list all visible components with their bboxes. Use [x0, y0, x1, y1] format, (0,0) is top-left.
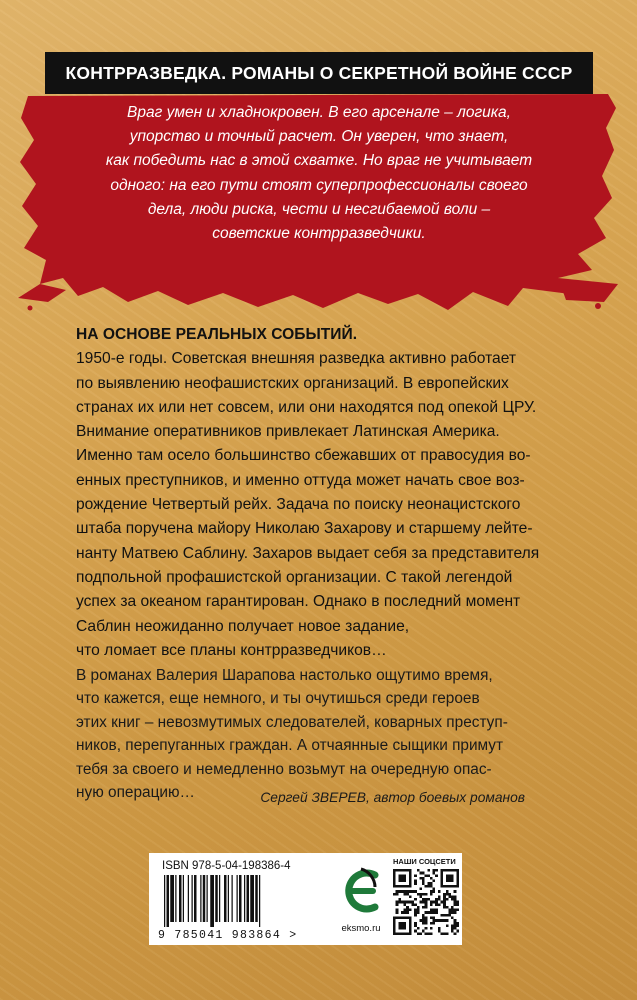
series-title-band — [45, 52, 593, 94]
qr-module — [448, 911, 451, 914]
qr-module — [419, 895, 422, 898]
qr-module — [425, 885, 428, 888]
qr-module — [441, 919, 444, 922]
qr-module — [414, 911, 417, 914]
barcode-bar — [167, 875, 170, 927]
qr-module — [446, 932, 449, 935]
qr-module — [446, 906, 449, 909]
qr-module — [454, 909, 457, 912]
qr-module — [433, 880, 436, 883]
annotation-line: успех за океаном гарантирован. Однако в последний момент — [76, 593, 521, 611]
qr-module — [456, 909, 459, 912]
qr-module — [404, 901, 407, 904]
qr-module — [433, 869, 436, 872]
qr-module — [430, 917, 433, 920]
qr-module — [406, 890, 409, 893]
qr-module — [456, 924, 459, 927]
qr-module — [396, 893, 399, 896]
qr-module — [425, 911, 428, 914]
qr-module — [456, 903, 459, 906]
tagline-line: советские контрразведчики. — [212, 225, 426, 243]
qr-module — [435, 909, 438, 912]
qr-module — [417, 911, 420, 914]
annotation-line: странах их или нет совсем, или они находятся под опекой ЦРУ. — [76, 398, 537, 416]
qr-module — [417, 909, 420, 912]
qr-module — [406, 893, 409, 896]
qr-module — [425, 898, 428, 901]
qr-module — [419, 877, 422, 880]
qr-module — [441, 901, 444, 904]
qr-module — [419, 901, 422, 904]
barcode-bar — [232, 875, 233, 922]
qr-module — [406, 901, 409, 904]
annotation-heading: НА ОСНОВЕ РЕАЛЬНЫХ СОБЫТИЙ. — [76, 326, 358, 343]
qr-module — [446, 898, 449, 901]
qr-module — [398, 874, 406, 882]
qr-module — [425, 874, 428, 877]
barcode-bar — [237, 875, 238, 922]
qr-module — [422, 893, 425, 896]
qr-module — [414, 922, 417, 925]
qr-module — [422, 872, 425, 875]
qr-module — [446, 893, 449, 896]
qr-module — [409, 909, 412, 912]
qr-module — [422, 919, 425, 922]
qr-module — [417, 869, 420, 872]
qr-module — [404, 909, 407, 912]
annotation-text — [76, 323, 596, 663]
qr-module — [422, 922, 425, 925]
qr-module — [454, 898, 457, 901]
qr-module — [443, 895, 446, 898]
qr-module — [427, 885, 430, 888]
qr-module — [430, 877, 433, 880]
qr-module — [448, 909, 451, 912]
qr-module — [438, 903, 441, 906]
qr-module — [427, 932, 430, 935]
barcode-bar — [244, 875, 245, 922]
qr-module — [414, 890, 417, 893]
qr-module — [422, 877, 425, 880]
qr-module — [443, 893, 446, 896]
qr-module — [454, 932, 457, 935]
qr-module — [404, 893, 407, 896]
qr-module — [446, 919, 449, 922]
qr-module — [451, 917, 454, 920]
qr-module — [417, 927, 420, 930]
qr-module — [430, 890, 433, 893]
qr-module — [443, 898, 446, 901]
qr-module — [398, 901, 401, 904]
tagline-line: как победить нас в этой схватке. Но враг не учитывает — [105, 152, 533, 170]
qr-module — [438, 919, 441, 922]
review-line: этих книг – невозмутимых следователей, коварных преступ- — [76, 713, 508, 731]
qr-module — [430, 909, 433, 912]
qr-module — [425, 919, 428, 922]
qr-module — [454, 903, 457, 906]
qr-module — [433, 911, 436, 914]
annotation-line: нанту Матвею Саблину. Захаров выдает себя за представителя — [76, 544, 540, 562]
qr-module — [414, 924, 417, 927]
qr-module — [433, 901, 436, 904]
qr-module — [451, 909, 454, 912]
qr-module — [422, 906, 425, 909]
qr-module — [417, 893, 420, 896]
barcode-bar — [228, 875, 229, 922]
barcode-bar — [250, 875, 254, 922]
qr-module — [414, 914, 417, 917]
barcode-bar — [183, 875, 184, 922]
barcode-bar — [188, 875, 189, 922]
qr-module — [430, 901, 433, 904]
review-line: тебя за своего и немедленно возьмут на очередную опас- — [76, 760, 492, 778]
review-line: ную операцию… — [76, 784, 195, 802]
qr-module — [419, 872, 422, 875]
qr-module — [422, 901, 425, 904]
qr-module — [422, 930, 425, 933]
qr-module — [427, 869, 430, 872]
qr-module — [422, 880, 425, 883]
qr-module — [427, 911, 430, 914]
qr-module — [451, 924, 454, 927]
series-title: КОНТРРАЗВЕДКА. РОМАНЫ О СЕКРЕТНОЙ ВОЙНЕ СССР — [65, 62, 573, 83]
publisher-site[interactable]: eksmo.ru — [341, 923, 381, 934]
qr-module — [435, 919, 438, 922]
qr-module — [456, 922, 459, 925]
barcode-digits: 9 785041 983864 > — [158, 929, 298, 942]
tagline — [70, 101, 568, 246]
annotation-line: штаба поручена майору Николаю Захарову и старшему лейте- — [76, 520, 533, 538]
qr-module — [401, 890, 404, 893]
qr-module — [443, 932, 446, 935]
qr-module — [396, 901, 399, 904]
barcode-bar — [175, 875, 176, 922]
qr-module — [435, 874, 438, 877]
qr-module — [430, 932, 433, 935]
qr-module — [456, 901, 459, 904]
qr-module — [422, 914, 425, 917]
qr-module — [438, 927, 441, 930]
qr-module — [398, 922, 406, 930]
qr-module — [425, 917, 428, 920]
qr-module — [430, 911, 433, 914]
qr-module — [425, 922, 428, 925]
barcode-bar — [170, 875, 174, 922]
barcode-image — [162, 875, 322, 927]
qr-module — [430, 882, 433, 885]
qr-module — [404, 903, 407, 906]
annotation-line: 1950-е годы. Советская внешняя разведка активно работает — [76, 350, 517, 368]
qr-module — [409, 901, 412, 904]
qr-module — [446, 874, 454, 882]
qr-module — [430, 893, 433, 896]
tagline-line: одного: на его пути стоят суперпрофессионалы своего — [110, 176, 528, 194]
barcode-bar — [164, 875, 165, 927]
qr-module — [454, 901, 457, 904]
qr-module — [422, 917, 425, 920]
qr-module — [409, 890, 412, 893]
qr-module — [396, 909, 399, 912]
qr-code-icon[interactable] — [393, 869, 459, 935]
qr-module — [425, 903, 428, 906]
qr-module — [448, 895, 451, 898]
tagline-line: дела, люди риска, чести и несгибаемой воли – — [147, 200, 491, 218]
review-line: что кажется, еще немного, и ты очутишься среди героев — [76, 690, 480, 708]
qr-module — [406, 911, 409, 914]
qr-module — [433, 872, 436, 875]
annotation-line: Внимание оперативников привлекает Латинская Америка. — [76, 423, 500, 441]
qr-module — [411, 903, 414, 906]
qr-module — [441, 914, 444, 917]
barcode-bar — [219, 875, 220, 922]
qr-module — [398, 890, 401, 893]
qr-module — [435, 911, 438, 914]
qr-module — [427, 874, 430, 877]
qr-module — [411, 890, 414, 893]
qr-module — [433, 922, 436, 925]
annotation-line: подпольной профашистской организации. С такой легендой — [76, 568, 513, 586]
qr-module — [419, 893, 422, 896]
qr-module — [433, 917, 436, 920]
barcode-bar — [203, 875, 206, 922]
qr-module — [414, 930, 417, 933]
qr-module — [414, 874, 417, 877]
qr-module — [409, 895, 412, 898]
qr-module — [454, 927, 457, 930]
barcode-bar — [224, 875, 227, 922]
qr-module — [433, 919, 436, 922]
annotation-line: рождение Четвертый рейх. Задача по поиску неонацистского — [76, 496, 521, 514]
barcode-bar — [192, 875, 193, 922]
qr-module — [430, 903, 433, 906]
annotation-line: что ломает все планы контрразведчиков… — [76, 641, 387, 659]
qr-module — [433, 909, 436, 912]
qr-module — [398, 898, 401, 901]
qr-module — [404, 890, 407, 893]
qr-module — [454, 895, 457, 898]
barcode-bar — [179, 875, 182, 922]
qr-module — [438, 898, 441, 901]
tagline-line: Враг умен и хладнокровен. В его арсенале – логика, — [127, 104, 511, 121]
barcode-bar — [239, 875, 242, 922]
qr-module — [443, 901, 446, 904]
qr-module — [451, 906, 454, 909]
annotation-line: Саблин неожиданно получает новое задание, — [76, 617, 410, 635]
qr-module — [419, 887, 422, 890]
qr-module — [427, 898, 430, 901]
qr-module — [414, 882, 417, 885]
qr-module — [417, 906, 420, 909]
annotation-line: по выявлению неофашистских организаций. В европейских — [76, 374, 509, 392]
qr-module — [414, 880, 417, 883]
qr-module — [430, 927, 433, 930]
tagline-line: упорство и точный расчет. Он уверен, что знает, — [129, 128, 509, 146]
qr-module — [441, 932, 444, 935]
qr-module — [406, 909, 409, 912]
qr-module — [435, 901, 438, 904]
barcode-bar — [215, 875, 218, 922]
barcode-bar — [210, 875, 214, 927]
qr-module — [456, 930, 459, 933]
review-line: ников, перепуганных граждан. А отчаянные сыщики примут — [76, 737, 504, 755]
qr-module — [396, 903, 399, 906]
qr-module — [443, 906, 446, 909]
qr-module — [422, 882, 425, 885]
barcode-bar — [259, 875, 260, 927]
qr-module — [451, 898, 454, 901]
review-line: В романах Валерия Шарапова настолько ощутимо время, — [76, 667, 493, 684]
barcode-bar — [255, 875, 258, 922]
qr-module — [419, 932, 422, 935]
qr-module — [401, 911, 404, 914]
qr-module — [451, 930, 454, 933]
isbn-text: ISBN 978-5-04-198386-4 — [162, 860, 291, 872]
qr-module — [446, 914, 449, 917]
qr-module — [446, 924, 449, 927]
qr-module — [419, 919, 422, 922]
qr-module — [454, 922, 457, 925]
qr-module — [396, 890, 399, 893]
qr-module — [451, 911, 454, 914]
qr-module — [414, 898, 417, 901]
qr-module — [425, 893, 428, 896]
qr-module — [454, 924, 457, 927]
barcode-bar — [247, 875, 250, 922]
qr-module — [435, 903, 438, 906]
qr-module — [443, 919, 446, 922]
qr-module — [438, 895, 441, 898]
qr-module — [438, 930, 441, 933]
qr-module — [433, 890, 436, 893]
qr-module — [396, 911, 399, 914]
qr-module — [435, 898, 438, 901]
qr-module — [425, 906, 428, 909]
qr-module — [451, 895, 454, 898]
qr-module — [438, 890, 441, 893]
review-quote — [76, 664, 596, 804]
qr-module — [422, 898, 425, 901]
qr-module — [454, 919, 457, 922]
qr-module — [417, 932, 420, 935]
qr-module — [430, 922, 433, 925]
qr-module — [451, 927, 454, 930]
qr-module — [401, 901, 404, 904]
social-label: НАШИ СОЦСЕТИ — [393, 857, 456, 866]
qr-module — [406, 906, 409, 909]
qr-module — [443, 903, 446, 906]
qr-module — [411, 901, 414, 904]
annotation-line: Именно там осело большинство сбежавших от правосудия во- — [76, 447, 531, 465]
barcode-panel — [149, 853, 462, 945]
qr-module — [448, 893, 451, 896]
qr-module — [435, 869, 438, 872]
qr-module — [430, 885, 433, 888]
qr-module — [414, 903, 417, 906]
qr-module — [448, 914, 451, 917]
qr-module — [454, 911, 457, 914]
qr-module — [414, 909, 417, 912]
qr-module — [433, 887, 436, 890]
qr-module — [425, 901, 428, 904]
qr-module — [454, 890, 457, 893]
barcode-bar — [207, 875, 208, 922]
qr-module — [393, 893, 396, 896]
qr-module — [404, 911, 407, 914]
qr-module — [443, 914, 446, 917]
annotation-line: енных преступников, и именно оттуда может начать свое воз- — [76, 471, 525, 489]
qr-module — [446, 890, 449, 893]
qr-module — [425, 927, 428, 930]
qr-module — [425, 932, 428, 935]
qr-module — [427, 882, 430, 885]
barcode-bar — [200, 875, 201, 922]
eksmo-logo-icon — [339, 865, 383, 917]
barcode-bar — [194, 875, 197, 922]
review-attribution: Сергей ЗВЕРЕВ, автор боевых романов — [260, 790, 525, 805]
